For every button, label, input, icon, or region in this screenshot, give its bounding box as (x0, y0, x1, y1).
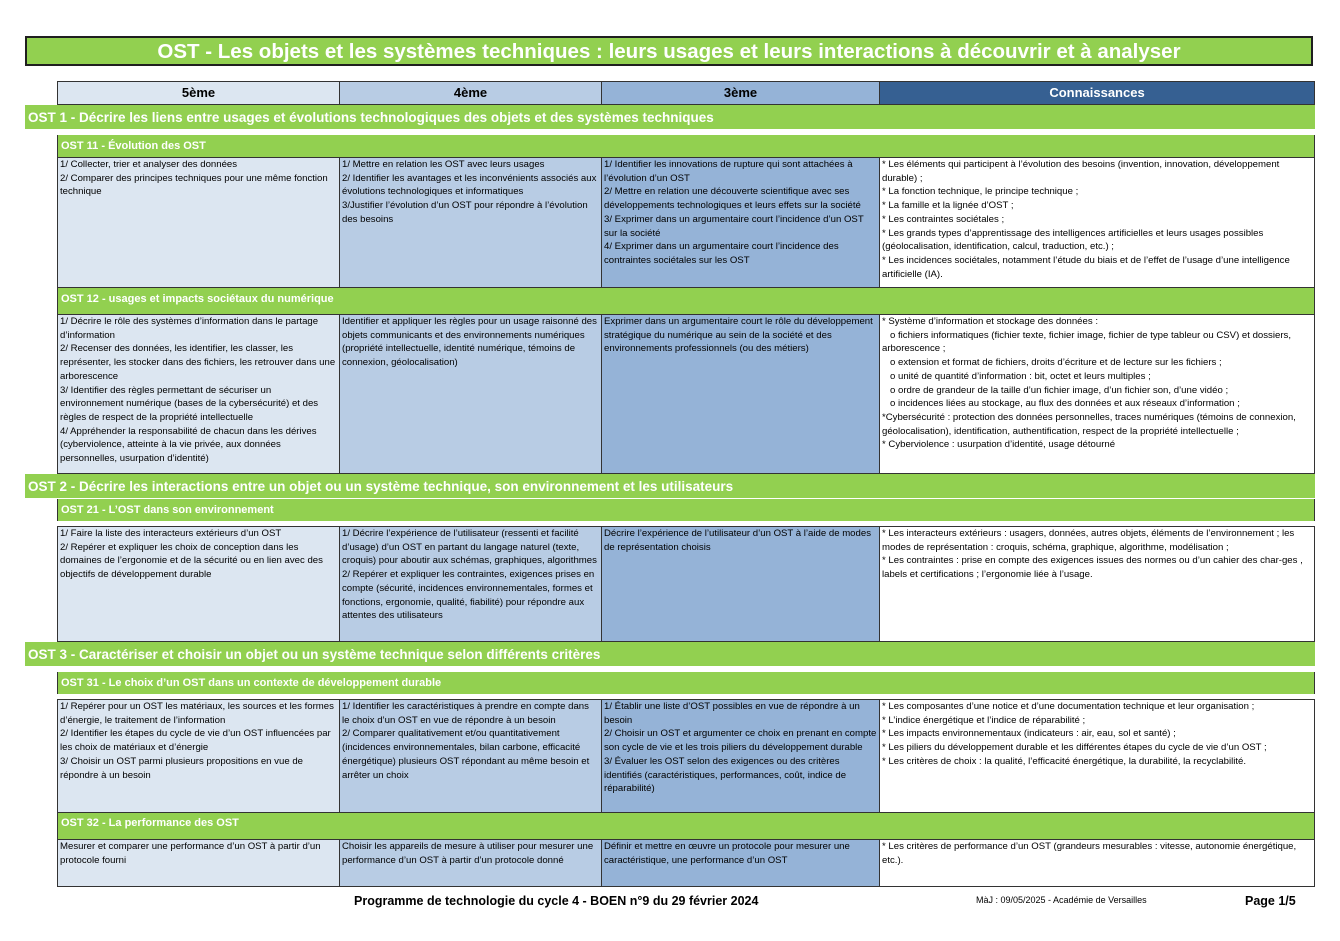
ost11-4eme-cell (340, 157, 602, 288)
cell-line: o ordre de grandeur de la taille d’un fichier image, d’un fichier son, d’une vidéo ; (882, 384, 1229, 396)
cell-line: *Cybersécurité : protection des données personnelles, traces numériques (témoins de connexion, géolocalisation), identification, authentification, respect de la propriété intellectuelle ; (882, 411, 1299, 437)
ost21-heading: OST 21 - L’OST dans son environnement (57, 499, 1315, 521)
cell-line: * L’indice énergétique et l’indice de réparabilité ; (882, 714, 1086, 726)
ost11-connaissances-cell (880, 157, 1315, 288)
cell-line: 1/ Décrire l’expérience de l’utilisateur (ressenti et facilité d’usage) d’un OST en partant du langage naturel (texte, croquis) pour aboutir aux schémas, graphiques, algorithmes (342, 528, 597, 567)
ost3-heading: OST 3 - Caractériser et choisir un objet ou un système technique selon différents critères (25, 642, 1315, 667)
ost32-3eme-cell (602, 839, 880, 887)
cell-line: Identifier et appliquer les règles pour un usage raisonné des objets communicants et des environnements numériques (propriété intellectuelle, identité numérique, témoins de connexion, géolocalisation) (342, 316, 600, 369)
ost12-row (57, 314, 1315, 474)
cell-line: * La famille et la lignée d’OST ; (882, 200, 1014, 212)
cell-line: * Les contraintes sociétales ; (882, 213, 1005, 225)
header-5eme: 5ème (57, 81, 340, 105)
cell-line: 2/ Comparer des principes techniques pour une même fonction technique (60, 172, 331, 198)
cell-line: Définir et mettre en œuvre un protocole pour mesurer une caractéristique, une performance d’un OST (604, 841, 853, 866)
ost31-4eme-cell (340, 699, 602, 813)
cell-line: 2/ Recenser des données, les identifier, les classer, les représenter, les stocker dans des fichiers, les retrouver dans une arborescence (60, 343, 338, 382)
cell-line: * Les critères de choix : la qualité, l’efficacité énergétique, la durabilité, la recyclabilité. (882, 755, 1247, 767)
cell-line: 2/ Comparer qualitativement et/ou quantitativement (incidences environnementales, bilan carbone, efficacité énergétique) plusieurs OST répondant au même besoin et arrêter un choix (342, 728, 592, 781)
ost31-5eme-cell (57, 699, 340, 813)
cell-line: 2/ Identifier les étapes du cycle de vie d’un OST influencées par les choix de matériaux et d’énergie (60, 728, 334, 754)
cell-line: * Système d’information et stockage des données : (882, 316, 1098, 327)
footer-program: Programme de technologie du cycle 4 - BOEN n°9 du 29 février 2024 (354, 894, 759, 908)
cell-line: * La fonction technique, le principe technique ; (882, 186, 1079, 198)
cell-line: * Les impacts environnementaux (indicateurs : air, eau, sol et santé) ; (882, 728, 1176, 740)
ost1-heading: OST 1 - Décrire les liens entre usages et évolutions technologiques des objets et des systèmes techniques (25, 105, 1315, 130)
ost32-5eme-cell (57, 839, 340, 887)
ost32-heading: OST 32 - La performance des OST (57, 813, 1315, 839)
cell-line: * Les piliers du développement durable et les différentes étapes du cycle de vie d’un OST ; (882, 742, 1267, 754)
cell-line: 3/Justifier l’évolution d’un OST pour répondre à l’évolution des besoins (342, 200, 591, 225)
cell-line: 4/ Appréhender la responsabilité de chacun dans les dérives (cyberviolence, atteinte à la vie privée, aux données personnelles, usurpation d’identité) (60, 425, 320, 465)
footer-page-number: Page 1/5 (1245, 894, 1296, 908)
cell-line: Mesurer et comparer une performance d’un OST à partir d’un protocole fourni (60, 841, 324, 866)
ost31-heading: OST 31 - Le choix d’un OST dans un contexte de développement durable (57, 672, 1315, 694)
cell-line: * Les interacteurs extérieurs : usagers, données, autres objets, éléments de l’environnement ; les modes de représentation : croquis, schéma, graphique, algorithme, modélisation ; (882, 528, 1297, 553)
cell-line: o unité de quantité d’information : bit, octet et leurs multiples ; (882, 370, 1151, 382)
footer-update-date: MàJ : 09/05/2025 - Académie de Versailles (976, 895, 1147, 905)
ost12-4eme-cell (340, 314, 602, 474)
ost12-5eme-cell (57, 314, 340, 474)
cell-line: * Les critères de performance d’un OST (grandeurs mesurables : vitesse, autonomie énergétique, etc.). (882, 841, 1299, 866)
cell-line: * Les incidences sociétales, notamment l’étude du biais et de l’effet de l’usage d’une intelligence artificielle (IA). (882, 254, 1293, 280)
ost32-4eme-cell (340, 839, 602, 887)
cell-line: 1/ Mettre en relation les OST avec leurs usages (342, 159, 545, 170)
cell-line: 1/ Identifier les caractéristiques à prendre en compte dans le choix d’un OST en vue de répondre à un besoin (342, 701, 592, 726)
cell-line: 3/ Exprimer dans un argumentaire court l’incidence d’un OST sur la société (604, 213, 867, 239)
cell-line: * Les composantes d’une notice et d’une documentation technique et leur organisation ; (882, 701, 1255, 712)
program-table (25, 81, 1315, 887)
cell-line: Décrire l’expérience de l’utilisateur d’un OST à l’aide de modes de représentation choisis (604, 528, 874, 553)
cell-line: o fichiers informatiques (fichier texte, fichier image, fichier de type tableur ou CSV) et dossiers, arborescence ; (882, 329, 1294, 355)
ost11-3eme-cell (602, 157, 880, 288)
ost21-5eme-cell (57, 526, 340, 642)
ost2-heading: OST 2 - Décrire les interactions entre un objet ou un système technique, son environnement et les utilisateurs (25, 474, 1315, 499)
ost32-row (57, 839, 1315, 887)
header-4eme: 4ème (340, 81, 602, 105)
ost11-heading: OST 11 - Évolution des OST (57, 135, 1315, 157)
cell-line: o incidences liées au stockage, au flux des données et aux réseaux d’information ; (882, 398, 1240, 410)
cell-line: 1/ Identifier les innovations de rupture qui sont attachées à l’évolution d’un OST (604, 159, 856, 184)
ost12-heading: OST 12 - usages et impacts sociétaux du numérique (57, 288, 1315, 314)
page-title: OST - Les objets et les systèmes techniques : leurs usages et leurs interactions à découvrir et à analyser (25, 36, 1313, 66)
cell-line: 2/ Repérer et expliquer les choix de conception dans les domaines de l’ergonomie et de la sécurité ou en lien avec des objectifs de développement durable (60, 541, 326, 581)
cell-line: 4/ Exprimer dans un argumentaire court l’incidence des contraintes sociétales sur les OST (604, 241, 842, 266)
cell-line: Exprimer dans un argumentaire court le rôle du développement stratégique du numérique au sein de la société et des environnements professionnels (ou des métiers) (604, 316, 876, 355)
cell-line: * Les éléments qui participent à l’évolution des besoins (invention, innovation, développement durable) ; (882, 159, 1282, 184)
cell-line: 1/ Collecter, trier et analyser des données (60, 159, 238, 170)
table-header (57, 81, 1315, 105)
cell-line: 3/ Évaluer les OST selon des exigences ou des critères identifiés (caractéristiques, performances, coût, indice de réparabilité) (604, 755, 849, 795)
ost12-connaissances-cell (880, 314, 1315, 474)
ost31-connaissances-cell (880, 699, 1315, 813)
cell-line: * Les grands types d’apprentissage des intelligences artificielles et leurs usages possibles (géolocalisation, identification, calcul, traduction, etc.) ; (882, 227, 1266, 253)
ost31-row (57, 699, 1315, 813)
ost11-row (57, 157, 1315, 288)
cell-line: 1/ Établir une liste d’OST possibles en vue de répondre à un besoin (604, 701, 863, 726)
cell-line: 3/ Identifier des règles permettant de sécuriser un environnement numérique (bases de la cybersécurité) et des règles de respect de la propriété intellectuelle (60, 384, 321, 423)
ost11-5eme-cell (57, 157, 340, 288)
cell-line: * Les contraintes : prise en compte des exigences issues des normes ou d’un cahier des char-ges , labels et certifications ; l’ergonomie liée à l’usage. (882, 555, 1306, 581)
cell-line: 1/ Décrire le rôle des systèmes d’information dans le partage d’information (60, 316, 321, 341)
header-connaissances: Connaissances (880, 81, 1315, 105)
cell-line: 2/ Choisir un OST et argumenter ce choix en prenant en compte son cycle de vie et les trois piliers du développement durable (604, 728, 879, 754)
cell-line: 1/ Faire la liste des interacteurs extérieurs d’un OST (60, 528, 282, 539)
ost21-4eme-cell (340, 526, 602, 642)
cell-line: 1/ Repérer pour un OST les matériaux, les sources et les formes d’énergie, le traitement de l’information (60, 701, 337, 726)
cell-line: * Cyberviolence : usurpation d’identité, usage détourné (882, 439, 1116, 451)
ost21-row (57, 526, 1315, 642)
cell-line: 2/ Repérer et expliquer les contraintes, exigences prises en compte (sécurité, incidences environnementales, formes et fonctions, ergonomie, qualité, fiabilité) pour répondre aux attentes des utilisateurs (342, 569, 597, 622)
cell-line: Choisir les appareils de mesure à utiliser pour mesurer une performance d’un OST à partir d’un protocole donné (342, 841, 596, 866)
cell-line: 3/ Choisir un OST parmi plusieurs propositions en vue de répondre à un besoin (60, 755, 306, 781)
ost31-3eme-cell (602, 699, 880, 813)
cell-line: o extension et format de fichiers, droits d’écriture et de lecture sur les fichiers ; (882, 357, 1222, 369)
ost12-3eme-cell (602, 314, 880, 474)
cell-line: 2/ Identifier les avantages et les inconvénients associés aux évolutions technologiques et informatiques (342, 172, 600, 198)
ost32-connaissances-cell (880, 839, 1315, 887)
ost21-3eme-cell (602, 526, 880, 642)
cell-line: 2/ Mettre en relation une découverte scientifique avec ses développements technologiques et leurs effets sur la société (604, 186, 861, 212)
header-3eme: 3ème (602, 81, 880, 105)
ost21-connaissances-cell (880, 526, 1315, 642)
